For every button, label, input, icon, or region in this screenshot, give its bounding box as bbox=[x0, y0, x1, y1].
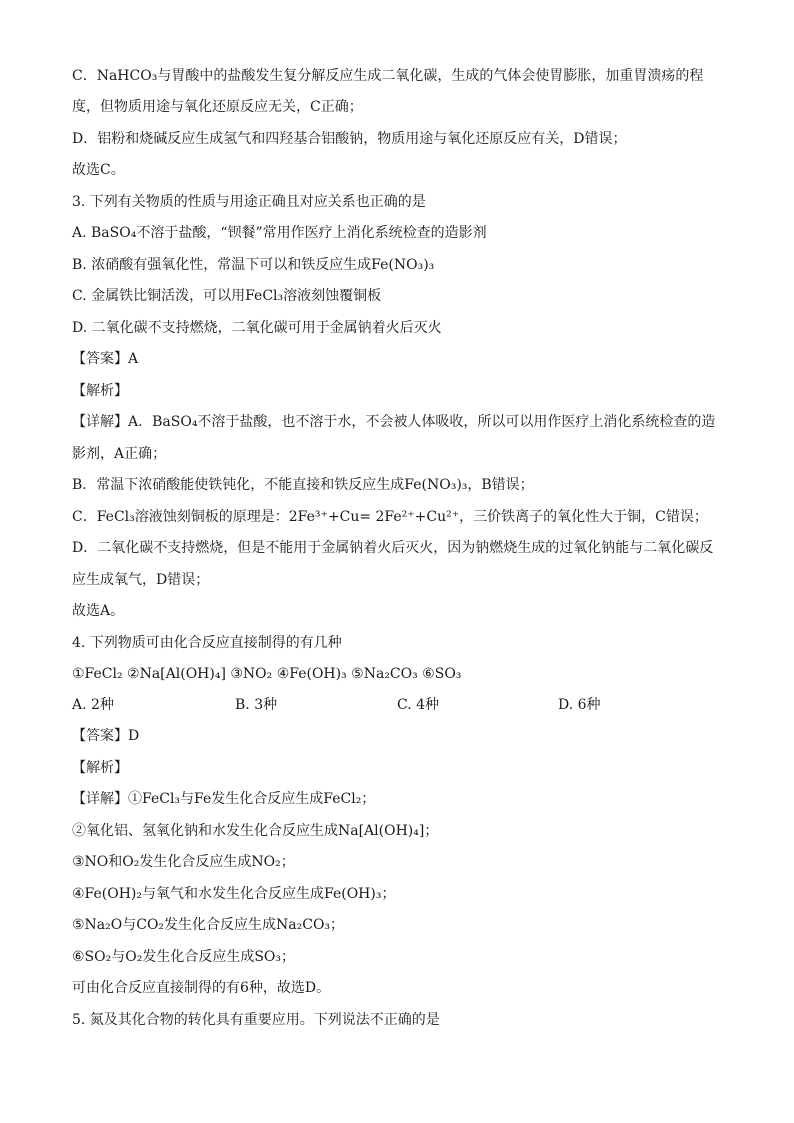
question-3-stem: 3. 下列有关物质的性质与用途正确且对应关系也正确的是 bbox=[72, 194, 426, 210]
question-4-option-d: D. 6种 bbox=[558, 697, 601, 713]
text-line: ③NO和O₂发生化合反应生成NO₂； bbox=[72, 854, 295, 870]
question-4-option-b: B. 3种 bbox=[235, 697, 278, 713]
text-line: ⑥SO₂与O₂发生化合反应生成SO₃； bbox=[72, 949, 296, 965]
text-line: ⑤Na₂O与CO₂发生化合反应生成Na₂CO₃； bbox=[72, 917, 345, 933]
question-5-stem: 5. 氮及其化合物的转化具有重要应用。下列说法不正确的是 bbox=[72, 1012, 440, 1028]
text-line: ④Fe(OH)₂与氧气和水发生化合反应生成Fe(OH)₃； bbox=[72, 886, 396, 902]
analysis-label: 【解析】 bbox=[72, 383, 128, 399]
text-line: C．FeCl₃溶液蚀刻铜板的原理是：2Fe³⁺+Cu= 2Fe²⁺+Cu²⁺，三价铁离子的氧化性大于铜，C错误； bbox=[72, 509, 708, 525]
question-4-option-a: A. 2种 bbox=[72, 697, 114, 713]
text-line: 影剂，A正确； bbox=[72, 446, 167, 462]
text-line: 【详解】①FeCl₃与Fe发生化合反应生成FeCl₂； bbox=[72, 791, 376, 807]
analysis-label: 【解析】 bbox=[72, 760, 128, 776]
question-4-items: ①FeCl₂ ②Na[Al(OH)₄] ③NO₂ ④Fe(OH)₃ ⑤Na₂CO₃ ⑥SO₃ bbox=[72, 666, 462, 682]
question-3-option-a: A. BaSO₄不溶于盐酸，“钡餐”常用作医疗上消化系统检查的造影剂 bbox=[72, 225, 487, 241]
text-line: 应生成氧气，D错误； bbox=[72, 572, 210, 588]
answer-label: 【答案】A bbox=[72, 351, 139, 367]
question-3-option-d: D. 二氧化碳不支持燃烧，二氧化碳可用于金属钠着火后灭火 bbox=[72, 320, 442, 336]
text-line: 故选A。 bbox=[72, 603, 125, 619]
text-line: C．NaHCO₃与胃酸中的盐酸发生复分解反应生成二氧化碳，生成的气体会使胃膨胀，加重胃溃疡的程 bbox=[72, 68, 704, 84]
text-line: 度，但物质用途与氧化还原反应无关，C正确； bbox=[72, 99, 363, 115]
text-line: 【详解】A．BaSO₄不溶于盐酸，也不溶于水，不会被人体吸收，所以可以用作医疗上消化系统检查的造 bbox=[72, 414, 716, 430]
text-line: B．常温下浓硝酸能使铁钝化，不能直接和铁反应生成Fe(NO₃)₃，B错误； bbox=[72, 477, 534, 493]
question-4-option-c: C. 4种 bbox=[397, 697, 440, 713]
text-line: D．铝粉和烧碱反应生成氢气和四羟基合铝酸钠，物质用途与氧化还原反应有关，D错误； bbox=[72, 131, 627, 147]
text-line: D．二氧化碳不支持燃烧，但是不能用于金属钠着火后灭火，因为钠燃烧生成的过氧化钠能与二氧化碳反 bbox=[72, 540, 714, 556]
text-line: 故选C。 bbox=[72, 162, 125, 178]
question-4-stem: 4. 下列物质可由化合反应直接制得的有几种 bbox=[72, 635, 342, 651]
question-3-option-c: C. 金属铁比铜活泼，可以用FeCl₃溶液刻蚀覆铜板 bbox=[72, 288, 382, 304]
text-line: 可由化合反应直接制得的有6种，故选D。 bbox=[72, 980, 331, 996]
question-3-option-b: B. 浓硝酸有强氧化性，常温下可以和铁反应生成Fe(NO₃)₃ bbox=[72, 257, 435, 273]
answer-label: 【答案】D bbox=[72, 728, 140, 744]
text-line: ②氧化铝、氢氧化钠和水发生化合反应生成Na[Al(OH)₄]； bbox=[72, 823, 439, 839]
